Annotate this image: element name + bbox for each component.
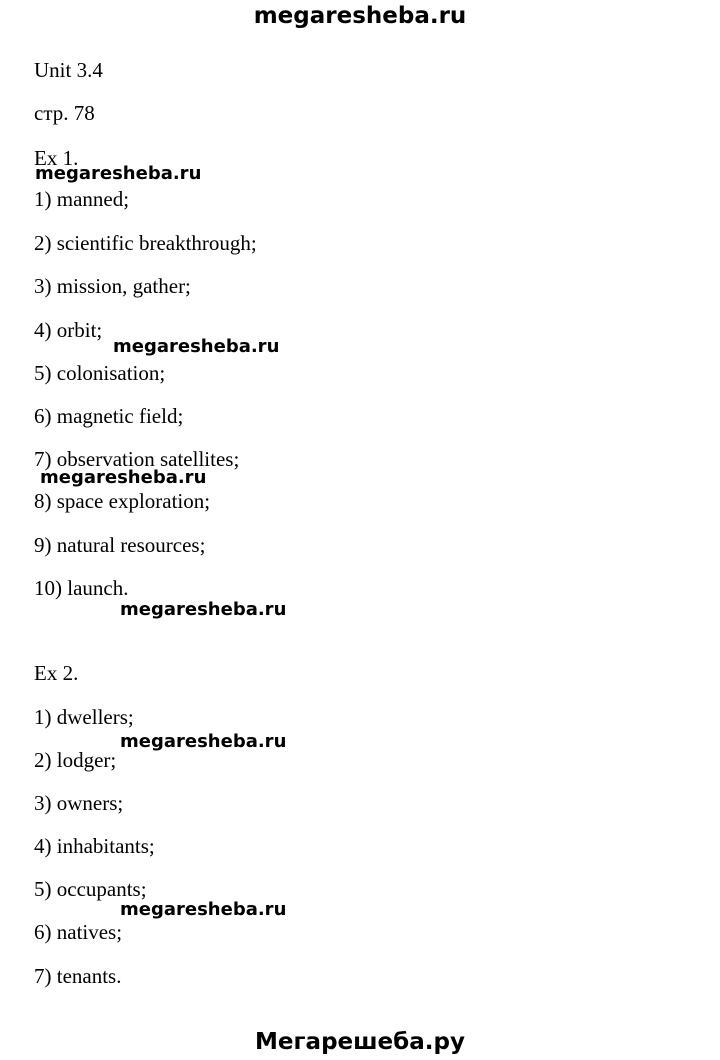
ex2-item-5: 5) occupants; bbox=[34, 877, 147, 901]
ex1-item-2: 2) scientific breakthrough; bbox=[34, 231, 257, 255]
ex1-item-6: 6) magnetic field; bbox=[34, 404, 184, 428]
ex1-item-4: 4) orbit; bbox=[34, 318, 103, 342]
ex2-item-3: 3) owners; bbox=[34, 791, 124, 815]
ex2-item-4: 4) inhabitants; bbox=[34, 834, 155, 858]
ex1-item-9: 9) natural resources; bbox=[34, 533, 206, 557]
ex2-item-2: 2) lodger; bbox=[34, 748, 117, 772]
site-header: megaresheba.ru bbox=[253, 3, 467, 29]
ex1-title: Ex 1. bbox=[34, 146, 79, 170]
page-number: стр. 78 bbox=[34, 101, 95, 125]
watermark: megaresheba.ru bbox=[113, 336, 280, 357]
site-footer: Мегарешеба.ру bbox=[255, 1029, 465, 1055]
watermark: megaresheba.ru bbox=[35, 163, 202, 184]
ex1-item-7: 7) observation satellites; bbox=[34, 447, 240, 471]
ex1-item-8: 8) space exploration; bbox=[34, 489, 211, 513]
ex1-item-10: 10) launch. bbox=[34, 576, 129, 600]
watermark: megaresheba.ru bbox=[120, 731, 287, 752]
unit-title: Unit 3.4 bbox=[34, 58, 103, 82]
ex2-item-1: 1) dwellers; bbox=[34, 705, 134, 729]
ex1-item-1: 1) manned; bbox=[34, 187, 130, 211]
ex2-title: Ex 2. bbox=[34, 661, 79, 685]
watermark: megaresheba.ru bbox=[40, 467, 207, 488]
ex2-item-6: 6) natives; bbox=[34, 920, 123, 944]
watermark: megaresheba.ru bbox=[120, 599, 287, 620]
ex2-item-7: 7) tenants. bbox=[34, 964, 122, 988]
ex1-item-5: 5) colonisation; bbox=[34, 361, 166, 385]
watermark: megaresheba.ru bbox=[120, 899, 287, 920]
ex1-item-3: 3) mission, gather; bbox=[34, 274, 191, 298]
